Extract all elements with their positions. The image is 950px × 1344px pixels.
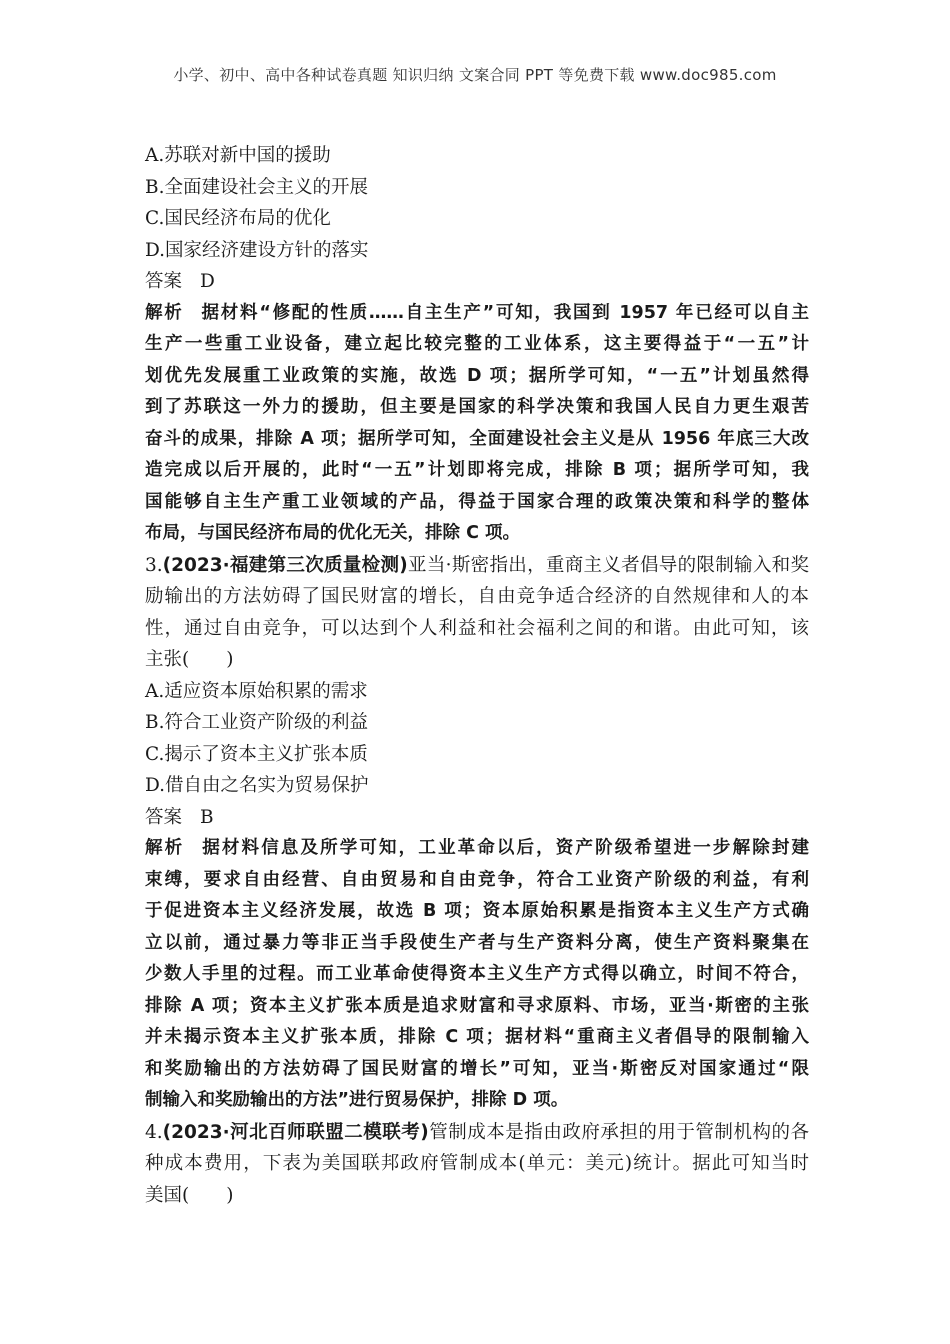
option-c: C.揭示了资本主义扩张本质 xyxy=(145,743,368,765)
document-body xyxy=(145,140,809,1211)
page-header: 小学、初中、高中各种试卷真题 知识归纳 文案合同 PPT 等免费下载 www.doc985.com xyxy=(173,66,777,84)
analysis-line: 于促进资本主义经济发展，故选 B 项；资本原始积累是指资本主义生产方式确 xyxy=(145,901,809,921)
analysis-label: 解析 xyxy=(145,302,184,323)
answer-label: 答案 xyxy=(145,806,183,828)
analysis-line: 少数人手里的过程。而工业革命使得资本主义生产方式得以确立，时间不符合， xyxy=(145,964,809,984)
q4-stem-line: 美国( ) xyxy=(145,1184,234,1206)
analysis-line: 并未揭示资本主义扩张本质，排除 C 项；据材料“重商主义者倡导的限制输入 xyxy=(145,1027,809,1047)
option-a: A.适应资本原始积累的需求 xyxy=(145,680,368,702)
analysis-line: 划优先发展重工业政策的实施，故选 D 项；据所学可知，“一五”计划虽然得 xyxy=(145,365,809,386)
analysis-line: 国能够自主生产重工业领域的产品，得益于国家合理的政策决策和科学的整体 xyxy=(145,491,809,512)
analysis-line: 解析 据材料“修配的性质……自主生产”可知，我国到 1957 年已经可以自主 xyxy=(145,302,809,323)
analysis-label: 解析 xyxy=(145,838,185,858)
option-d: D.借自由之名实为贸易保护 xyxy=(145,775,369,796)
question-4 xyxy=(145,1117,809,1212)
option-b: B.全面建设社会主义的开展 xyxy=(145,176,368,198)
question-3 xyxy=(145,550,809,1117)
q2-answer xyxy=(145,266,809,298)
analysis-line: 束缚，要求自由经营、自由贸易和自由竞争，符合工业资产阶级的利益，有利 xyxy=(145,869,809,890)
analysis-line: 造完成以后开展的，此时“一五”计划即将完成，排除 B 项；据所学可知，我 xyxy=(145,460,809,480)
q2-analysis xyxy=(145,298,809,550)
q2-options xyxy=(145,140,809,266)
analysis-line: 和奖励输出的方法妨碍了国民财富的增长”可知，亚当·斯密反对国家通过“限 xyxy=(145,1058,809,1079)
q3-answer xyxy=(145,802,809,834)
question-number: 3. xyxy=(145,554,163,576)
q3-stem-line: 主张( ) xyxy=(145,649,234,670)
question-number: 4. xyxy=(145,1121,163,1143)
analysis-line: 奋斗的成果，排除 A 项；据所学可知，全面建设社会主义是从 1956 年底三大改 xyxy=(145,428,809,449)
analysis-line: 布局，与国民经济布局的优化无关，排除 C 项。 xyxy=(145,523,521,543)
answer-label: 答案 xyxy=(145,271,183,292)
option-d: D.国家经济建设方针的落实 xyxy=(145,239,369,261)
analysis-line: 立以前，通过暴力等非正当手段使生产者与生产资料分离，使生产资料聚集在 xyxy=(145,932,809,953)
option-a: A.苏联对新中国的援助 xyxy=(145,145,331,166)
q3-stem-line: 性，通过自由竞争，可以达到个人利益和社会福利之间的和谐。由此可知，该 xyxy=(145,617,809,639)
answer-value: B xyxy=(200,806,214,828)
option-c: C.国民经济布局的优化 xyxy=(145,208,331,229)
analysis-line: 解析 据材料信息及所学可知，工业革命以后，资产阶级希望进一步解除封建 xyxy=(145,838,809,858)
question-source: (2023·河北百师联盟二模联考) xyxy=(162,1121,429,1143)
analysis-line: 到了苏联这一外力的援助，但主要是国家的科学决策和我国人民自力更生艰苦 xyxy=(145,397,809,417)
analysis-line: 制输入和奖励输出的方法”进行贸易保护，排除 D 项。 xyxy=(145,1090,569,1110)
analysis-line: 排除 A 项；资本主义扩张本质是追求财富和寻求原料、市场，亚当·斯密的主张 xyxy=(145,995,809,1016)
answer-value: D xyxy=(200,271,215,292)
q3-stem-line: 3.(2023·福建第三次质量检测)亚当·斯密指出，重商主义者倡导的限制输入和奖 xyxy=(145,554,809,576)
q3-stem-line: 励输出的方法妨碍了国民财富的增长，自由竞争适合经济的自然规律和人的本 xyxy=(145,586,809,607)
q4-stem-line: 种成本费用，下表为美国联邦政府管制成本(单元：美元)统计。据此可知当时 xyxy=(145,1153,809,1174)
q4-stem-line: 4.(2023·河北百师联盟二模联考)管制成本是指由政府承担的用于管制机构的各 xyxy=(145,1121,809,1143)
option-b: B.符合工业资产阶级的利益 xyxy=(145,712,368,733)
analysis-line: 生产一些重工业设备，建立起比较完整的工业体系，这主要得益于“一五”计 xyxy=(145,334,809,354)
question-source: (2023·福建第三次质量检测) xyxy=(162,554,408,576)
